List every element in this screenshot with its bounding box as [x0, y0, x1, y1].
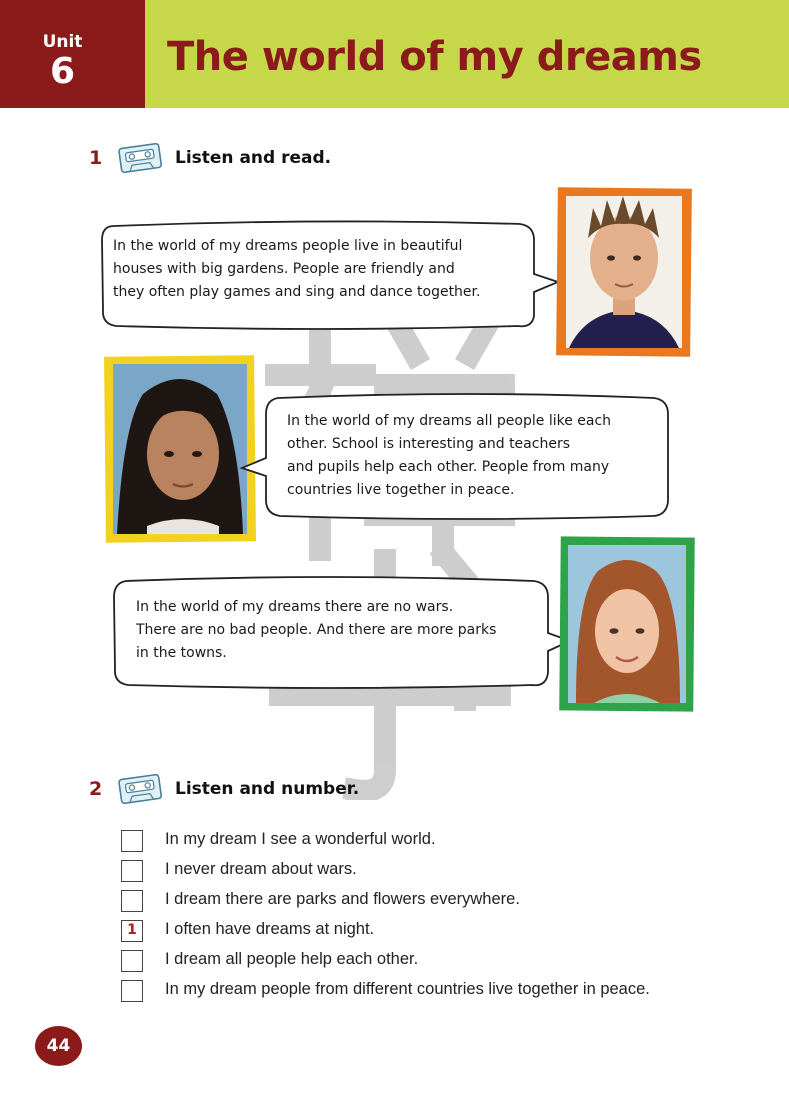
- girl-portrait: [103, 354, 257, 544]
- list-item-text: In my dream I see a wonderful world.: [165, 830, 436, 848]
- exercise-2-instruction: Listen and number.: [175, 779, 360, 799]
- exercise-1-number: 1: [89, 147, 103, 169]
- number-box[interactable]: [121, 980, 143, 1002]
- photo-girl-dark-hair: [103, 354, 257, 544]
- photo-boy: [555, 186, 693, 358]
- photo-girl-red-hair: [558, 535, 696, 713]
- list-item-text: I dream all people help each other.: [165, 950, 419, 968]
- unit-number: 6: [49, 51, 76, 92]
- page-number: 44: [35, 1026, 82, 1066]
- bubble-1-line: houses with big gardens. People are friendly and: [113, 261, 455, 277]
- bubble-1-text: [113, 235, 480, 304]
- boy-portrait: [555, 186, 693, 358]
- list-item-text: I dream there are parks and flowers everywhere.: [165, 890, 520, 908]
- bubble-3-line: In the world of my dreams there are no wars.: [136, 599, 454, 615]
- bubble-1-line: they often play games and sing and dance together.: [113, 284, 481, 300]
- list-item-text: I often have dreams at night.: [165, 920, 375, 938]
- speech-bubble-3: [112, 575, 572, 690]
- speech-bubble-2: [240, 392, 672, 522]
- exercise-2-number: 2: [89, 778, 103, 800]
- unit-label: Unit: [42, 32, 83, 52]
- number-box[interactable]: [121, 890, 143, 912]
- number-box[interactable]: 1: [121, 920, 143, 942]
- bubble-3-line: There are no bad people. And there are more parks: [136, 622, 497, 638]
- number-box[interactable]: [121, 860, 143, 882]
- bubble-2-line: In the world of my dreams all people like each: [287, 413, 612, 429]
- bubble-1-line: In the world of my dreams people live in beautiful: [113, 238, 463, 254]
- number-box[interactable]: [121, 950, 143, 972]
- bubble-2-line: other. School is interesting and teachers: [287, 436, 570, 452]
- bubble-3-line: in the towns.: [136, 645, 227, 661]
- number-box[interactable]: [121, 830, 143, 852]
- unit-badge: [0, 0, 145, 108]
- page-title: The world of my dreams: [167, 34, 702, 80]
- bubble-2-line: countries live together in peace.: [287, 482, 515, 498]
- bubble-3-text: [136, 596, 496, 665]
- watermark-glyph: [265, 300, 515, 800]
- list-item-text: I never dream about wars.: [165, 860, 357, 878]
- bubble-2-text: [287, 410, 611, 502]
- bubble-2-line: and pupils help each other. People from many: [287, 459, 610, 475]
- speech-bubble-1: [100, 220, 560, 330]
- cassette-tape-icon[interactable]: [116, 771, 164, 805]
- cassette-tape-icon[interactable]: [116, 140, 164, 174]
- exercise-1-instruction: Listen and read.: [175, 148, 332, 168]
- watermark: [265, 300, 515, 800]
- title-bar: [145, 0, 789, 108]
- girl-portrait: [558, 535, 696, 713]
- list-item-text: In my dream people from different countries live together in peace.: [165, 980, 650, 998]
